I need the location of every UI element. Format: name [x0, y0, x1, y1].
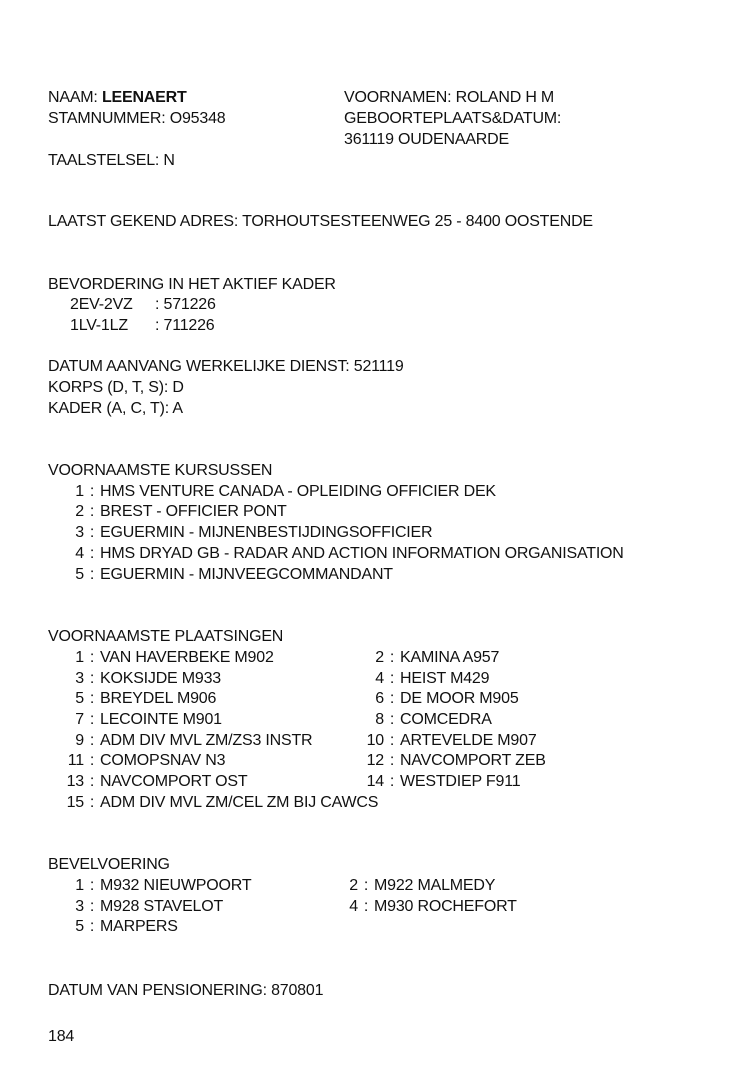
item-text: HMS VENTURE CANADA - OPLEIDING OFFICIER DEK [100, 483, 496, 500]
plaatsing-item [60, 648, 274, 668]
item-text: BREYDEL M906 [100, 690, 217, 707]
kader-line: KADER (A, C, T): A [48, 400, 183, 417]
pensionering-line: DATUM VAN PENSIONERING: 870801 [48, 982, 324, 999]
item-text: KOKSIJDE M933 [100, 670, 222, 687]
item-text: NAVCOMPORT ZEB [400, 752, 546, 769]
plaatsing-item [60, 731, 312, 751]
voornamen-line: VOORNAMEN: ROLAND H M [344, 89, 555, 106]
item-number: 14 [366, 773, 384, 790]
colon: : [89, 877, 95, 894]
item-text: M928 STAVELOT [100, 898, 224, 915]
item-number: 4 [375, 670, 384, 687]
colon: : [89, 918, 95, 935]
colon: : [89, 732, 95, 749]
item-number: 11 [67, 752, 84, 769]
plaatsing-item [362, 689, 519, 709]
colon: : [89, 773, 95, 790]
colon: : [89, 566, 95, 583]
colon: : [363, 877, 369, 894]
item-number: 2 [75, 503, 84, 520]
kursus-item [60, 482, 496, 502]
naam-label: NAAM: [48, 89, 98, 106]
plaatsing-item [362, 751, 546, 771]
bevelvoering-item [60, 917, 178, 937]
bevordering-rank: 2EV-2VZ [70, 296, 133, 313]
stamnummer-line: STAMNUMMER: O95348 [48, 110, 226, 127]
item-number: 1 [75, 877, 84, 894]
item-text: HMS DRYAD GB - RADAR AND ACTION INFORMATION ORGANISATION [100, 545, 624, 562]
item-text: EGUERMIN - MIJNENBESTIJDINGSOFFICIER [100, 524, 433, 541]
plaatsing-item [362, 710, 492, 730]
colon: : [389, 732, 395, 749]
item-number: 15 [66, 794, 84, 811]
item-number: 5 [75, 918, 84, 935]
bevordering-date: 711226 [163, 317, 215, 334]
kursussen-title: VOORNAAMSTE KURSUSSEN [48, 462, 273, 479]
colon: : [89, 503, 95, 520]
item-number: 2 [375, 649, 384, 666]
plaatsingen-title: VOORNAAMSTE PLAATSINGEN [48, 628, 284, 645]
item-text: EGUERMIN - MIJNVEEGCOMMANDANT [100, 566, 393, 583]
colon: : [89, 483, 95, 500]
item-text: M922 MALMEDY [374, 877, 496, 894]
plaatsing-item [60, 710, 222, 730]
item-text: BREST - OFFICIER PONT [100, 503, 287, 520]
item-number: 7 [75, 711, 84, 728]
item-number: 3 [75, 524, 84, 541]
item-number: 4 [75, 545, 84, 562]
item-text: M930 ROCHEFORT [374, 898, 517, 915]
colon: : [89, 898, 95, 915]
item-text: ARTEVELDE M907 [400, 732, 537, 749]
item-number: 1 [75, 483, 84, 500]
colon: : [155, 296, 160, 313]
naam-value: LEENAERT [101, 89, 187, 106]
item-text: NAVCOMPORT OST [100, 773, 248, 790]
korps-line: KORPS (D, T, S): D [48, 379, 184, 396]
bevelvoering-item [336, 876, 495, 896]
item-text: COMCEDRA [400, 711, 492, 728]
page-number: 184 [48, 1028, 75, 1045]
item-text: M932 NIEUWPOORT [100, 877, 252, 894]
bevelvoering-title: BEVELVOERING [48, 856, 170, 873]
colon: : [389, 649, 395, 666]
plaatsing-item [60, 669, 221, 689]
item-number: 6 [375, 690, 384, 707]
colon: : [89, 711, 95, 728]
item-number: 12 [366, 752, 384, 769]
plaatsing-item [362, 669, 489, 689]
item-text: VAN HAVERBEKE M902 [100, 649, 274, 666]
colon: : [389, 690, 395, 707]
plaatsing-item [362, 731, 537, 751]
colon: : [389, 670, 395, 687]
colon: : [89, 690, 95, 707]
plaatsing-item [362, 772, 520, 792]
item-number: 10 [366, 732, 384, 749]
item-text: COMOPSNAV N3 [100, 752, 226, 769]
bevordering-title: BEVORDERING IN HET AKTIEF KADER [48, 276, 336, 293]
colon: : [389, 752, 395, 769]
taalstelsel-line: TAALSTELSEL: N [48, 152, 175, 169]
aanvang-line: DATUM AANVANG WERKELIJKE DIENST: 521119 [48, 358, 404, 375]
item-number: 2 [349, 877, 358, 894]
geboorte-value: 361119 OUDENAARDE [344, 131, 509, 148]
plaatsing-item [60, 772, 247, 792]
item-number: 3 [75, 670, 84, 687]
bevelvoering-item [60, 876, 251, 896]
bevelvoering-item [336, 897, 517, 917]
bevordering-row [70, 295, 216, 315]
geboorte-label: GEBOORTEPLAATS&DATUM: [344, 110, 562, 127]
colon: : [155, 317, 160, 334]
item-text: WESTDIEP F911 [400, 773, 521, 790]
bevordering-row [70, 316, 215, 336]
item-text: DE MOOR M905 [400, 690, 519, 707]
kursus-item [60, 502, 287, 522]
adres-line: LAATST GEKEND ADRES: TORHOUTSESTEENWEG 25 - 8400 OOSTENDE [48, 213, 593, 230]
colon: : [389, 773, 395, 790]
colon: : [389, 711, 395, 728]
item-number: 4 [349, 898, 358, 915]
item-number: 5 [75, 566, 84, 583]
item-number: 9 [75, 732, 84, 749]
kursus-item [60, 544, 624, 564]
plaatsing-item [362, 648, 499, 668]
colon: : [363, 898, 369, 915]
kursus-item [60, 523, 432, 543]
item-number: 1 [75, 649, 84, 666]
bevordering-date: 571226 [163, 296, 216, 313]
colon: : [89, 752, 95, 769]
item-number: 3 [75, 898, 84, 915]
item-text: ADM DIV MVL ZM/CEL ZM BIJ CAWCS [100, 794, 379, 811]
item-text: LECOINTE M901 [100, 711, 222, 728]
colon: : [89, 649, 95, 666]
item-text: HEIST M429 [400, 670, 490, 687]
colon: : [89, 545, 95, 562]
colon: : [89, 524, 95, 541]
item-number: 5 [75, 690, 84, 707]
kursus-item [60, 565, 393, 585]
item-text: KAMINA A957 [400, 649, 500, 666]
plaatsing-item [60, 793, 378, 813]
naam-line [48, 88, 187, 108]
plaatsing-item [60, 689, 216, 709]
bevordering-rank: 1LV-1LZ [70, 317, 128, 334]
item-text: ADM DIV MVL ZM/ZS3 INSTR [100, 732, 313, 749]
colon: : [89, 794, 95, 811]
colon: : [89, 670, 95, 687]
item-number: 8 [375, 711, 384, 728]
bevelvoering-item [60, 897, 223, 917]
item-text: MARPERS [100, 918, 178, 935]
item-number: 13 [66, 773, 84, 790]
plaatsing-item [60, 751, 225, 771]
